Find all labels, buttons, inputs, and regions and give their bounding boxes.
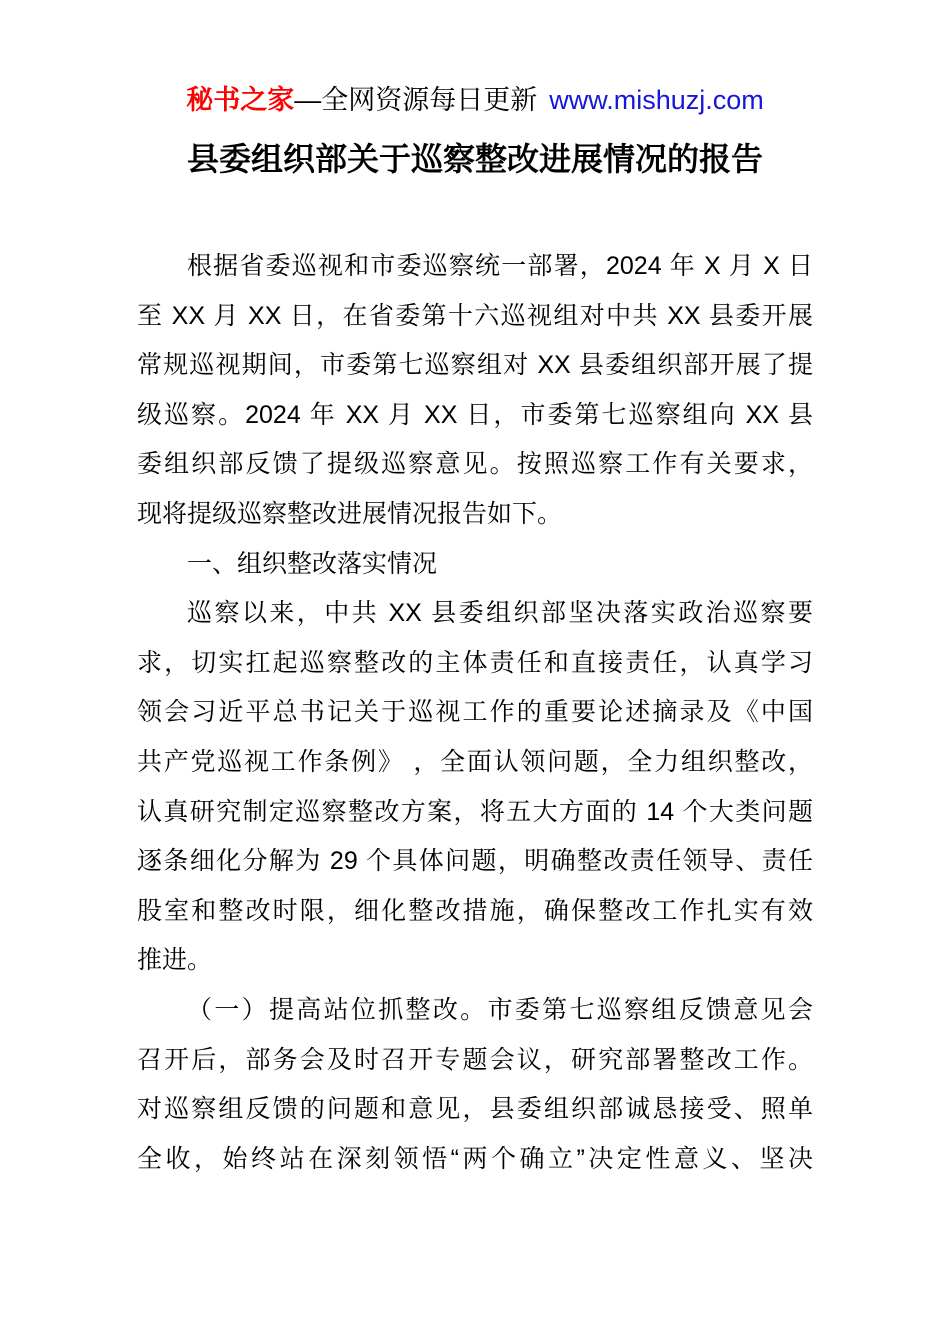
body-line: 常规巡视期间，市委第七巡察组对 XX 县委组织部开展了提 [137,351,813,380]
site-tagline: —全网资源每日更新 [294,85,538,115]
body-line: 根据省委巡视和市委巡察统一部署，2024 年 X 月 X 日 [187,252,813,280]
body-line: 求，切实扛起巡察整改的主体责任和直接责任，认真学习 [137,648,813,677]
body-line: 股室和整改时限，细化整改措施，确保整改工作扎实有效 [137,896,813,925]
body-line: 巡察以来，中共 XX 县委组织部坚决落实政治巡察要 [187,599,813,628]
site-header [0,84,950,118]
body-line: 全收，始终站在深刻领悟“两个确立”决定性意义、坚决 [137,1144,813,1173]
body-line: 对巡察组反馈的问题和意见，县委组织部诚恳接受、照单 [137,1095,813,1124]
site-name: 秘书之家 [186,85,295,115]
body-line: 推进。 [137,946,213,975]
body-line: 逐条细化分解为 29 个具体问题，明确整改责任领导、责任 [137,847,813,876]
body-line: 召开后，部务会及时召开专题会议，研究部署整改工作。 [137,1045,813,1074]
body-line: 至 XX 月 XX 日，在省委第十六巡视组对中共 XX 县委开展 [137,301,813,330]
body-line: 领会习近平总书记关于巡视工作的重要论述摘录及《中国 [137,698,813,727]
section-heading: 一、组织整改落实情况 [187,549,438,578]
body-line: 现将提级巡察整改进展情况报告如下。 [137,499,563,528]
body-line: 级巡察。2024 年 XX 月 XX 日，市委第七巡察组向 XX 县 [137,400,813,429]
document-body [137,242,813,1184]
site-url-link[interactable]: www.mishuzj.com [549,85,764,115]
body-line: 委组织部反馈了提级巡察意见。按照巡察工作有关要求， [137,450,813,479]
body-line: 共产党巡视工作条例》 ，全面认领问题，全力组织整改， [137,747,813,776]
body-line: 认真研究制定巡察整改方案，将五大方面的 14 个大类问题 [137,797,813,826]
document-title: 县委组织部关于巡察整改进展情况的报告 [186,141,763,177]
body-line: （一）提高站位抓整改。市委第七巡察组反馈意见会 [187,995,813,1024]
